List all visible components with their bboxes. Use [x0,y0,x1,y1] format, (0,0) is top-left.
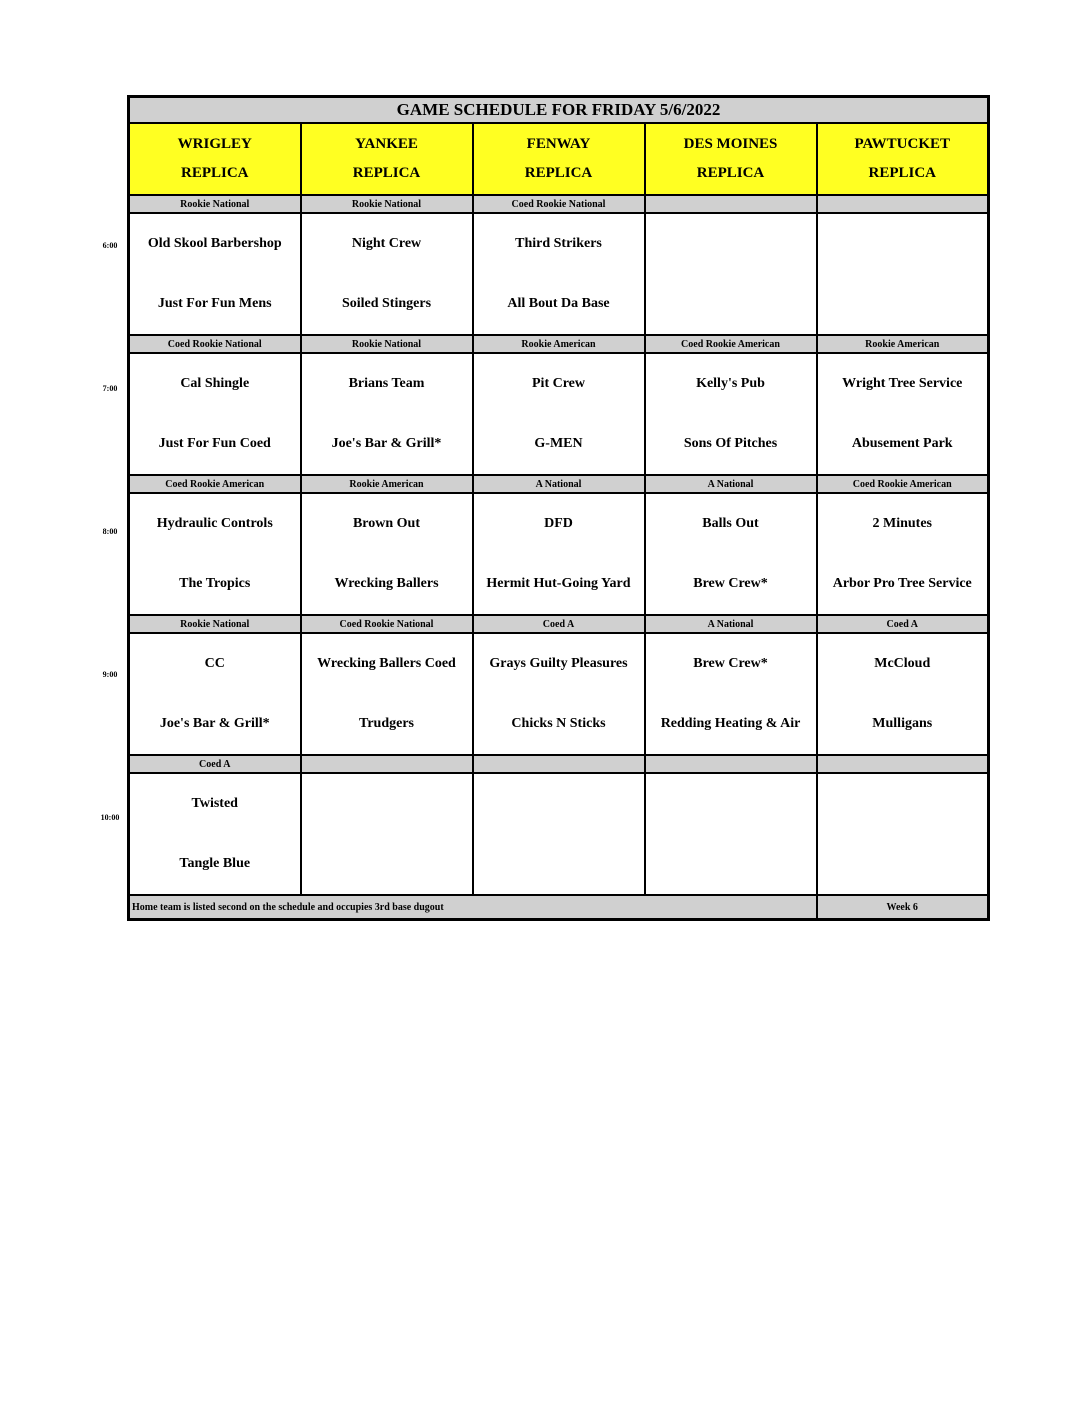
game-cell [301,353,473,475]
away-team: Night Crew [351,236,422,251]
division-row [129,475,989,493]
time-label-9: 9:00 [102,670,118,679]
division-label [645,195,817,213]
division-label: A National [473,475,645,493]
away-team: Brown Out [352,516,421,531]
game-cell [645,213,817,335]
game-cell [645,773,817,895]
game-cell [817,773,989,895]
away-team: McCloud [874,656,931,671]
division-label: Rookie National [129,195,301,213]
away-team: 2 Minutes [872,516,932,531]
away-team: Kelly's Pub [696,376,765,391]
time-label-10: 10:00 [100,813,120,822]
away-team: Grays Guilty Pleasures [489,656,628,671]
home-team: Brew Crew* [693,576,768,591]
game-cell [645,493,817,615]
game-cell [301,213,473,335]
away-team: Third Strikers [515,236,602,251]
field-header [817,123,989,195]
footer-row [129,895,989,920]
game-cell [817,213,989,335]
game-cell [817,493,989,615]
away-team: Twisted [191,796,238,811]
home-team: Joe's Bar & Grill* [331,436,442,451]
away-team: Pit Crew [532,376,585,391]
away-team: Brew Crew* [693,656,768,671]
division-label: Rookie American [473,335,645,353]
division-label [645,755,817,773]
division-label: Rookie American [817,335,989,353]
field-sub: REPLICA [352,165,421,181]
game-cell [129,493,301,615]
division-label: Coed A [129,755,301,773]
game-cell [301,773,473,895]
division-label: A National [645,615,817,633]
time-label-7: 7:00 [102,384,118,393]
field-sub: REPLICA [696,165,765,181]
division-label: Rookie American [301,475,473,493]
division-label [301,755,473,773]
time-label-6: 6:00 [102,241,118,250]
field-name: YANKEE [355,136,418,152]
field-name: WRIGLEY [177,136,252,152]
field-sub: REPLICA [524,165,593,181]
field-sub: REPLICA [868,165,936,181]
game-cell [301,633,473,755]
away-team: Wrecking Ballers Coed [317,656,456,671]
field-header [129,123,301,195]
game-row [129,353,989,475]
footer-note: Home team is listed second on the schedule and occupies 3rd base dugout [129,895,817,920]
schedule-table [127,95,990,921]
home-team: Mulligans [872,716,933,731]
division-label [817,195,989,213]
home-team: Hermit Hut-Going Yard [486,576,631,591]
division-label [473,755,645,773]
game-row [129,213,989,335]
time-label-8: 8:00 [102,527,118,536]
field-name: FENWAY [526,136,591,152]
game-cell [645,633,817,755]
division-label: Rookie National [129,615,301,633]
division-label: Coed Rookie American [645,335,817,353]
division-row [129,195,989,213]
away-team: Hydraulic Controls [156,516,273,531]
home-team: Soiled Stingers [341,296,432,311]
home-team: Just For Fun Mens [157,296,272,311]
game-cell [817,633,989,755]
game-row [129,633,989,755]
division-label: Coed Rookie National [473,195,645,213]
home-team: Joe's Bar & Grill* [159,716,270,731]
home-team: Abusement Park [851,436,953,451]
away-team: CC [204,656,225,671]
division-label: Rookie National [301,335,473,353]
division-label: Coed Rookie National [129,335,301,353]
division-label: Rookie National [301,195,473,213]
game-cell [129,773,301,895]
game-cell [473,633,645,755]
away-team: Brians Team [348,376,425,391]
field-header-row [129,123,989,195]
game-cell [473,493,645,615]
game-cell [473,773,645,895]
game-cell [129,353,301,475]
home-team: Tangle Blue [179,856,251,871]
home-team: Just For Fun Coed [158,436,271,451]
game-cell [645,353,817,475]
home-team: Arbor Pro Tree Service [832,576,972,591]
field-header [645,123,817,195]
field-header [473,123,645,195]
week-label: Week 6 [817,895,989,920]
game-cell [817,353,989,475]
home-team: Trudgers [359,716,414,731]
schedule-title: GAME SCHEDULE FOR FRIDAY 5/6/2022 [129,97,989,124]
division-label: Coed Rookie National [301,615,473,633]
away-team: Wright Tree Service [842,376,963,391]
game-cell [129,633,301,755]
home-team: G-MEN [534,436,583,451]
division-row [129,335,989,353]
home-team: All Bout Da Base [507,296,610,311]
game-cell [473,353,645,475]
game-cell [301,493,473,615]
division-label: Coed Rookie American [129,475,301,493]
home-team: Chicks N Sticks [511,716,606,731]
game-row [129,493,989,615]
field-header [301,123,473,195]
game-cell [129,213,301,335]
home-team: Redding Heating & Air [660,716,801,731]
division-label: A National [645,475,817,493]
field-name: DES MOINES [683,136,778,152]
away-team: Old Skool Barbershop [147,236,282,251]
away-team: Balls Out [702,516,759,531]
division-label: Coed Rookie American [817,475,989,493]
division-label: Coed A [473,615,645,633]
field-name: PAWTUCKET [854,136,951,152]
division-label: Coed A [817,615,989,633]
away-team: DFD [544,516,573,531]
game-cell [473,213,645,335]
home-team: Sons Of Pitches [683,436,778,451]
division-row [129,755,989,773]
home-team: Wrecking Ballers [334,576,439,591]
division-row [129,615,989,633]
away-team: Cal Shingle [180,376,250,391]
division-label [817,755,989,773]
game-row [129,773,989,895]
home-team: The Tropics [179,576,251,591]
field-sub: REPLICA [180,165,249,181]
